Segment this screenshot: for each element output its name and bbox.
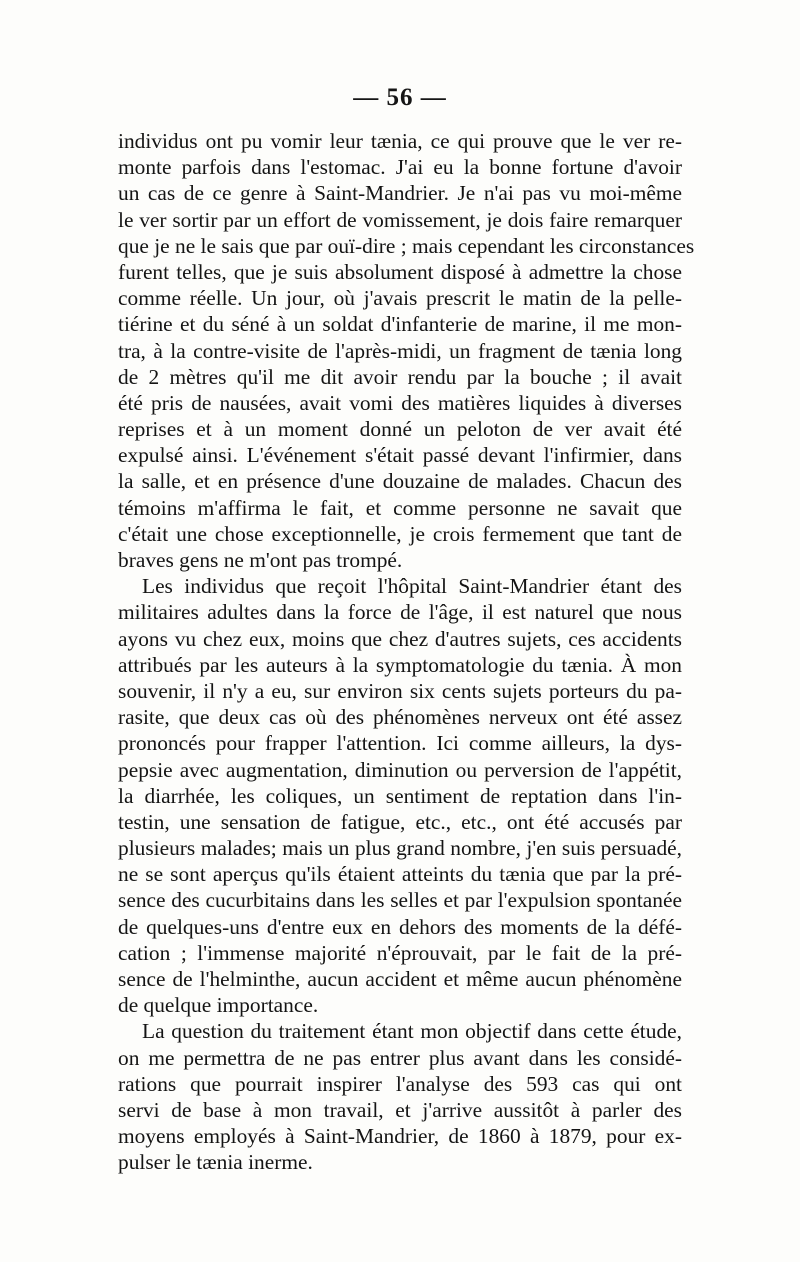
text-line: de quelques-uns d'entre eux en dehors des moments de la défé- [118, 914, 682, 939]
text-line: été pris de nausées, avait vomi des matières liquides à diverses [118, 390, 682, 415]
text-line: prononcés pour frapper l'attention. Ici comme ailleurs, la dys- [118, 731, 682, 756]
text-line: furent telles, que je suis absolument disposé à admettre la chose [118, 259, 682, 284]
page-number: — 56 — [353, 84, 447, 111]
text-line: individus ont pu vomir leur tænia, ce qui prouve que le ver re- [118, 129, 682, 153]
text-line: témoins m'affirma le fait, et comme personne ne savait que [118, 495, 682, 520]
text-line: sence des cucurbitains dans les selles et par l'expulsion spontanée [118, 888, 682, 913]
text-line: ne se sont aperçus qu'ils étaient atteints du tænia que par la pré- [118, 862, 682, 887]
text-line: plusieurs malades; mais un plus grand nombre, j'en suis persuadé, [118, 836, 682, 861]
text-line: servi de base à mon travail, et j'arrive aussitôt à parler des [118, 1097, 682, 1122]
text-line: Les individus que reçoit l'hôpital Saint-Mandrier étant des [142, 574, 682, 599]
text-line: pulser le tænia inerme. [118, 1150, 313, 1175]
body-text [118, 128, 695, 1176]
text-line: reprises et à un moment donné un peloton de ver avait été [118, 417, 682, 442]
text-line: la diarrhée, les coliques, un sentiment de reptation dans l'in- [118, 783, 682, 808]
text-line: que je ne le sais que par ouï-dire ; mais cependant les circonstances [118, 233, 695, 258]
text-line: sence de l'helminthe, aucun accident et même aucun phénomène [118, 967, 682, 991]
text-line: braves gens ne m'ont pas trompé. [118, 548, 403, 572]
paragraph [118, 573, 682, 1018]
text-line: de 2 mètres qu'il me dit avoir rendu par la bouche ; il avait [118, 364, 682, 389]
text-line: un cas de ce genre à Saint-Mandrier. Je n'ai pas vu moi-même [118, 181, 682, 206]
text-line: le ver sortir par un effort de vomissement, je dois faire remarquer [118, 207, 682, 232]
text-line: pepsie avec augmentation, diminution ou perversion de l'appétit, [118, 757, 682, 782]
text-line: attribués par les auteurs à la symptomatologie du tænia. À mon [118, 652, 682, 677]
text-line: tiérine et du séné à un soldat d'infanterie de marine, il me mon- [118, 312, 682, 337]
text-line: la salle, et en présence d'une douzaine de malades. Chacun des [118, 469, 682, 494]
paragraph [118, 1018, 682, 1175]
text-line: moyens employés à Saint-Mandrier, de 1860 à 1879, pour ex- [118, 1124, 682, 1149]
text-line: souvenir, il n'y a eu, sur environ six cents sujets porteurs du pa- [118, 678, 682, 703]
text-line: militaires adultes dans la force de l'âge, il est naturel que nous [118, 600, 682, 625]
text-line: tra, à la contre-visite de l'après-midi, un fragment de tænia long [118, 338, 682, 363]
text-line: expulsé ainsi. L'événement s'était passé devant l'infirmier, dans [118, 443, 682, 468]
text-line: rations que pourrait inspirer l'analyse des 593 cas qui ont [118, 1071, 682, 1096]
text-line: on me permettra de ne pas entrer plus avant dans les considé- [118, 1045, 682, 1070]
text-line: c'était une chose exceptionnelle, je crois fermement que tant de [118, 521, 682, 546]
text-line: comme réelle. Un jour, où j'avais prescrit le matin de la pelle- [118, 286, 682, 311]
text-line: cation ; l'immense majorité n'éprouvait, par le fait de la pré- [118, 940, 682, 965]
text-line: ayons vu chez eux, moins que chez d'autres sujets, ces accidents [118, 626, 682, 651]
paragraph [118, 128, 695, 573]
text-line: rasite, que deux cas où des phénomènes nerveux ont été assez [118, 705, 682, 730]
text-line: monte parfois dans l'estomac. J'ai eu la bonne fortune d'avoir [118, 155, 682, 180]
text-line: testin, une sensation de fatigue, etc., etc., ont été accusés par [118, 809, 682, 834]
text-line: La question du traitement étant mon objectif dans cette étude, [142, 1019, 682, 1044]
text-line: de quelque importance. [118, 993, 319, 1018]
